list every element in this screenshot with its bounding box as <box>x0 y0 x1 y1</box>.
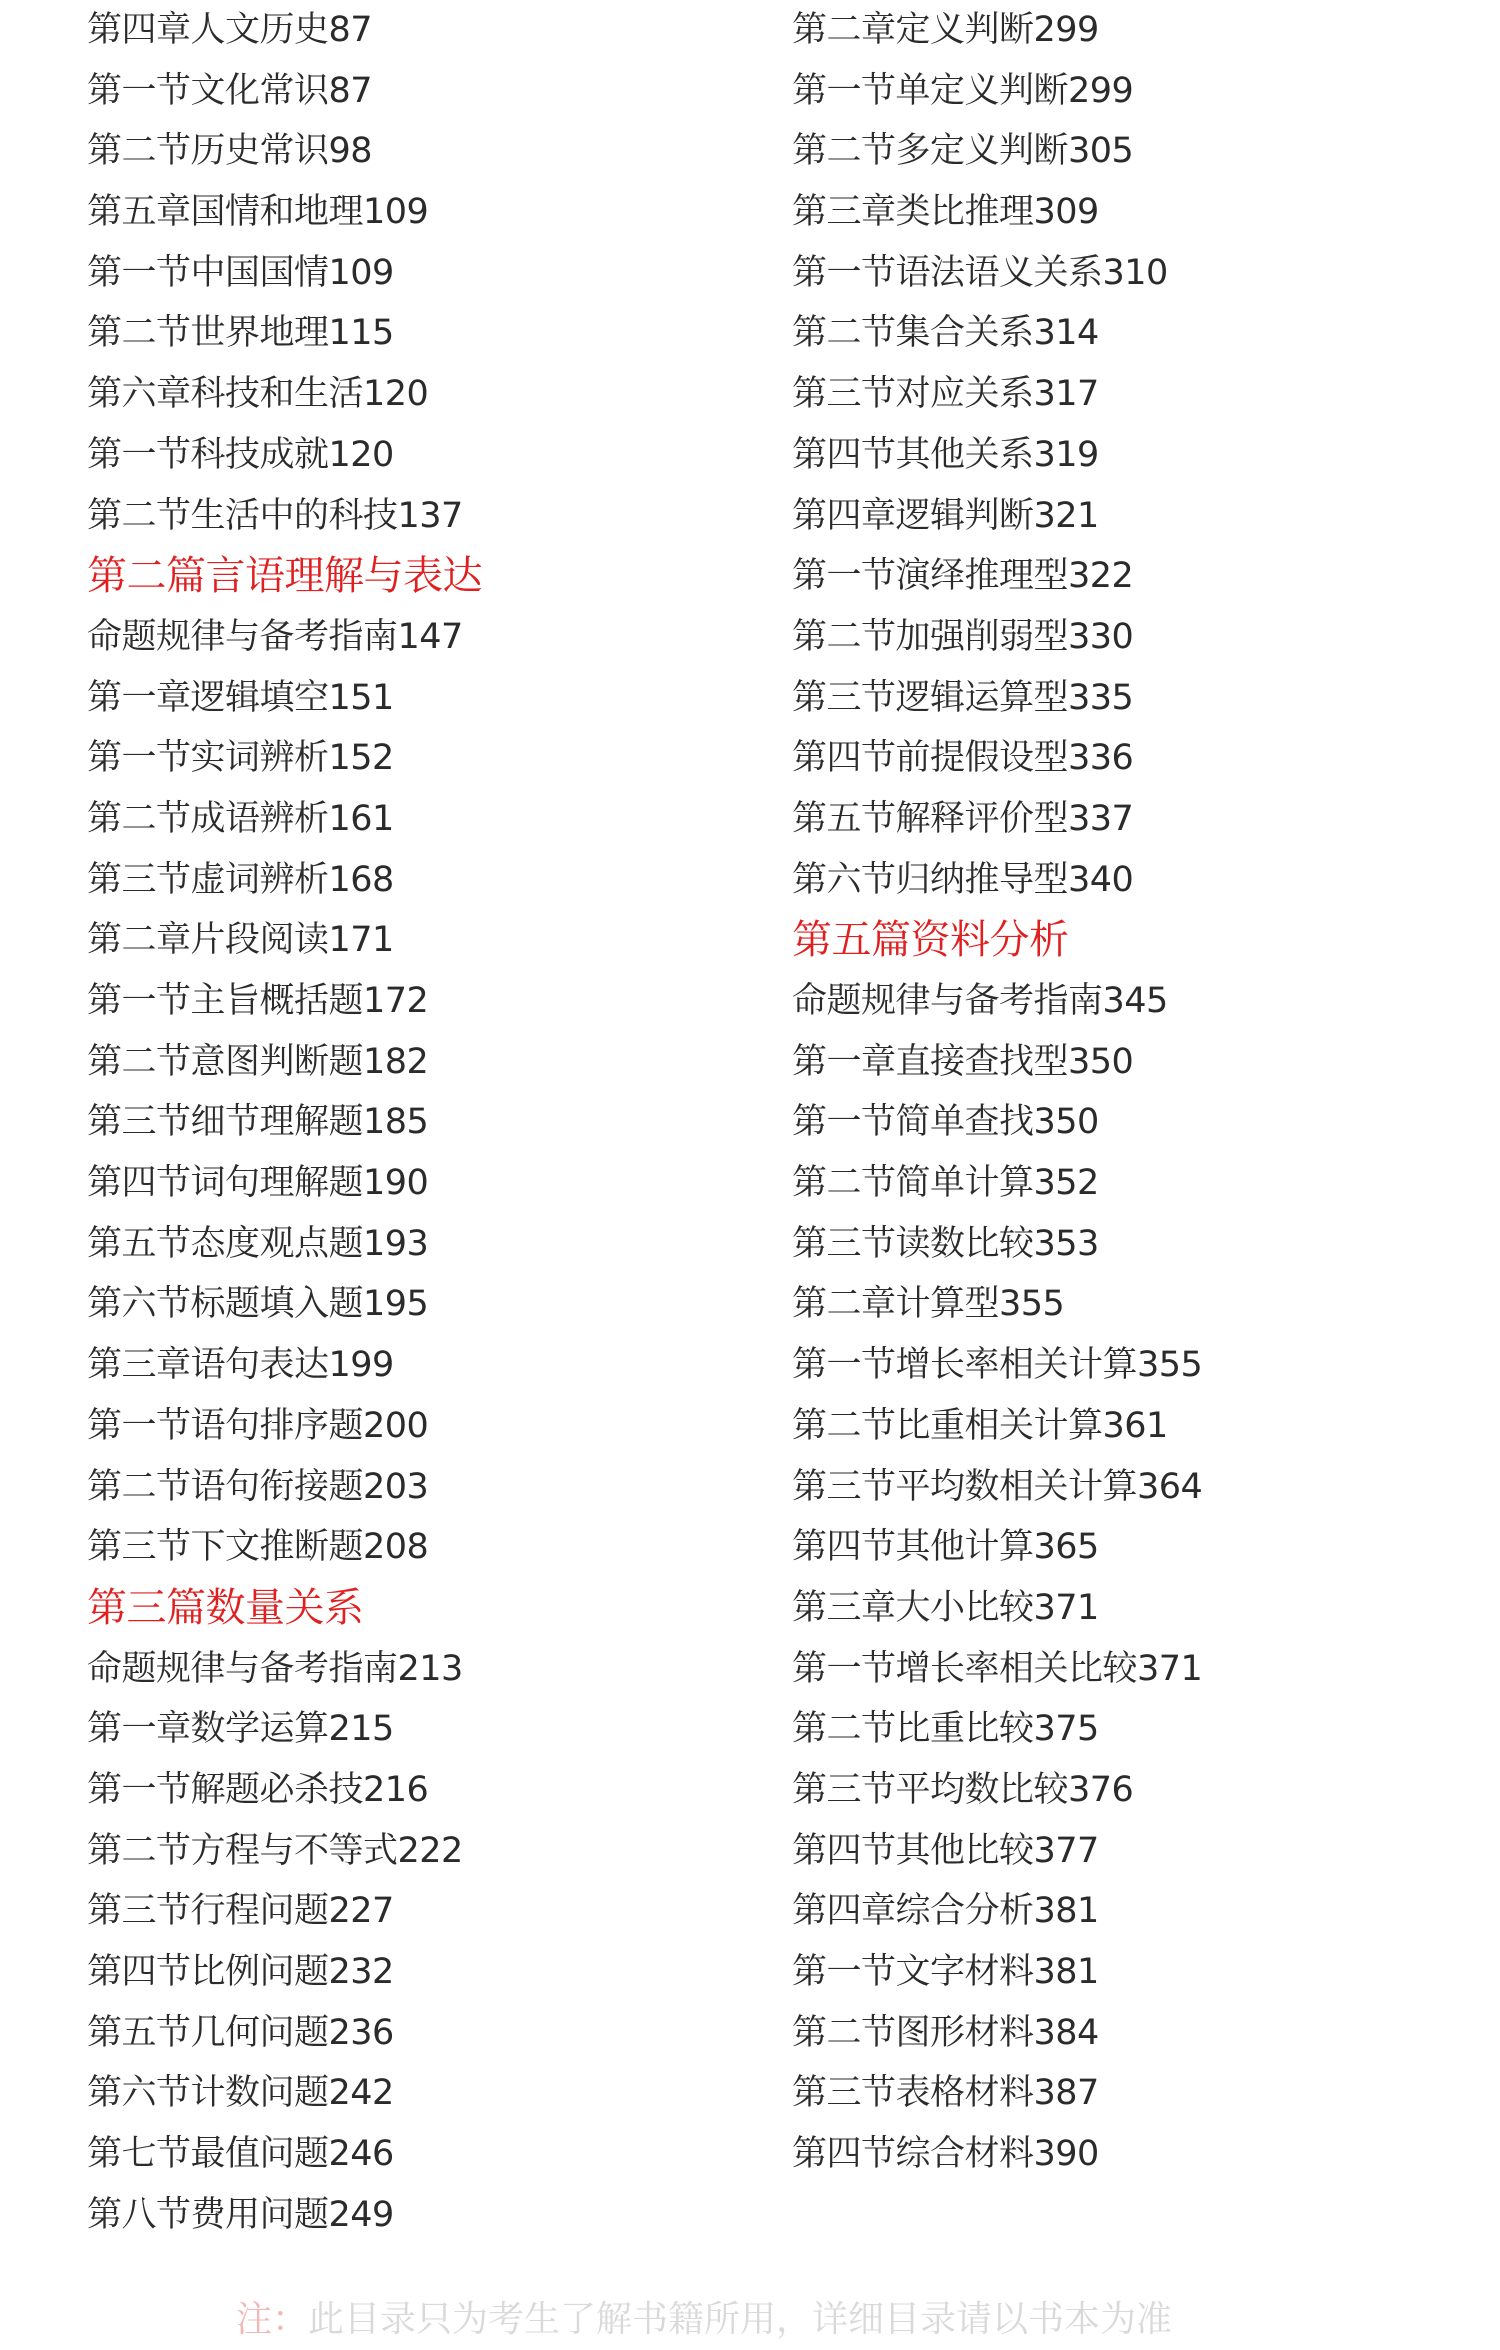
toc-entry: 第二节成语辨析161 <box>87 798 394 839</box>
toc-entry: 第二节意图判断题182 <box>87 1041 429 1082</box>
toc-entry: 第三节逻辑运算型335 <box>792 677 1134 718</box>
toc-entry: 第五章国情和地理109 <box>87 192 429 233</box>
toc-entry: 第二节世界地理115 <box>87 313 394 354</box>
toc-entry: 第一节演绎推理型322 <box>792 556 1134 597</box>
toc-entry: 第四节综合材料390 <box>792 2134 1099 2175</box>
toc-entry: 第三章大小比较371 <box>792 1587 1099 1628</box>
toc-entry: 第二节历史常识98 <box>87 131 373 172</box>
toc-entry: 第四节前提假设型336 <box>792 738 1134 779</box>
toc-entry: 第四章综合分析381 <box>792 1891 1099 1932</box>
toc-entry: 命题规律与备考指南345 <box>792 981 1168 1021</box>
toc-part-heading: 第三篇数量关系 <box>87 1584 364 1631</box>
toc-entry: 第三节表格材料387 <box>792 2073 1099 2114</box>
toc-entry: 第二节方程与不等式222 <box>87 1830 463 1871</box>
toc-entry: 第三节平均数相关计算364 <box>792 1466 1203 1507</box>
toc-entry: 第二章计算型355 <box>792 1284 1065 1325</box>
toc-entry: 第二节加强削弱型330 <box>792 616 1134 657</box>
toc-left-column <box>87 0 482 2245</box>
toc-entry: 第八节费用问题249 <box>87 2194 394 2235</box>
toc-entry: 第二章定义判断299 <box>792 10 1099 50</box>
toc-entry: 第二节语句衔接题203 <box>87 1466 429 1507</box>
toc-entry: 第一节文字材料381 <box>792 1952 1099 1992</box>
toc-entry: 命题规律与备考指南213 <box>87 1648 463 1689</box>
toc-entry: 第四节其他比较377 <box>792 1830 1099 1871</box>
toc-entry: 第一节中国国情109 <box>87 252 394 293</box>
toc-entry: 第三节平均数比较376 <box>792 1769 1134 1810</box>
toc-entry: 第五节解释评价型337 <box>792 798 1134 839</box>
toc-entry: 第三节下文推断题208 <box>87 1527 429 1568</box>
toc-entry: 第三章类比推理309 <box>792 192 1099 233</box>
toc-entry: 第二节生活中的科技137 <box>87 495 463 536</box>
footer-note <box>236 2290 1172 2350</box>
toc-entry: 第二节图形材料384 <box>792 2012 1099 2053</box>
toc-entry: 第一节语句排序题200 <box>87 1405 429 1446</box>
toc-entry: 第六节标题填入题195 <box>87 1284 429 1325</box>
toc-entry: 第一节单定义判断299 <box>792 70 1134 111</box>
toc-entry: 第二节比重相关计算361 <box>792 1405 1168 1446</box>
toc-entry: 第二节比重比较375 <box>792 1709 1099 1750</box>
toc-entry: 第二节集合关系314 <box>792 313 1099 354</box>
toc-entry: 第一章数学运算215 <box>87 1709 394 1750</box>
toc-entry: 第三节行程问题227 <box>87 1891 394 1932</box>
toc-entry: 第一节主旨概括题172 <box>87 981 429 1021</box>
toc-entry: 第三节细节理解题185 <box>87 1102 429 1143</box>
toc-entry: 第六节归纳推导型340 <box>792 859 1134 900</box>
toc-entry: 第五节几何问题236 <box>87 2012 394 2053</box>
toc-entry: 第一节文化常识87 <box>87 70 373 111</box>
toc-entry: 第四节词句理解题190 <box>87 1163 429 1204</box>
toc-entry: 第四节其他计算365 <box>792 1527 1099 1568</box>
toc-entry: 第一章直接查找型350 <box>792 1041 1134 1082</box>
toc-entry: 第三节虚词辨析168 <box>87 859 394 900</box>
footer-note-text: 此目录只为考生了解书籍所用，详细目录请以书本为准 <box>308 2299 1173 2340</box>
toc-entry: 第一节简单查找350 <box>792 1102 1099 1143</box>
toc-entry: 第四章人文历史87 <box>87 10 373 50</box>
toc-entry: 第六节计数问题242 <box>87 2073 394 2114</box>
toc-entry: 第一节实词辨析152 <box>87 738 394 779</box>
toc-entry: 第二节多定义判断305 <box>792 131 1134 172</box>
toc-entry: 第六章科技和生活120 <box>87 374 429 415</box>
toc-entry: 第一节增长率相关计算355 <box>792 1345 1203 1386</box>
toc-entry: 第一节科技成就120 <box>87 434 394 475</box>
toc-entry: 第三节读数比较353 <box>792 1223 1099 1264</box>
toc-entry: 第四节其他关系319 <box>792 434 1099 475</box>
toc-entry: 命题规律与备考指南147 <box>87 616 463 657</box>
toc-right-column <box>792 0 1202 2185</box>
toc-entry: 第三节对应关系317 <box>792 374 1099 415</box>
toc-entry: 第五节态度观点题193 <box>87 1223 429 1264</box>
toc-entry: 第二章片段阅读171 <box>87 920 394 961</box>
toc-entry: 第二节简单计算352 <box>792 1163 1099 1204</box>
toc-entry: 第一节语法语义关系310 <box>792 252 1168 293</box>
toc-entry: 第七节最值问题246 <box>87 2134 394 2175</box>
footer-note-label: 注： <box>236 2299 309 2340</box>
toc-entry: 第三章语句表达199 <box>87 1345 394 1386</box>
toc-entry: 第一节解题必杀技216 <box>87 1769 429 1810</box>
toc-entry: 第一章逻辑填空151 <box>87 677 394 718</box>
toc-part-heading: 第五篇资料分析 <box>792 917 1069 964</box>
toc-entry: 第四节比例问题232 <box>87 1952 394 1992</box>
toc-entry: 第一节增长率相关比较371 <box>792 1648 1203 1689</box>
toc-entry: 第四章逻辑判断321 <box>792 495 1099 536</box>
toc-part-heading: 第二篇言语理解与表达 <box>87 553 482 600</box>
